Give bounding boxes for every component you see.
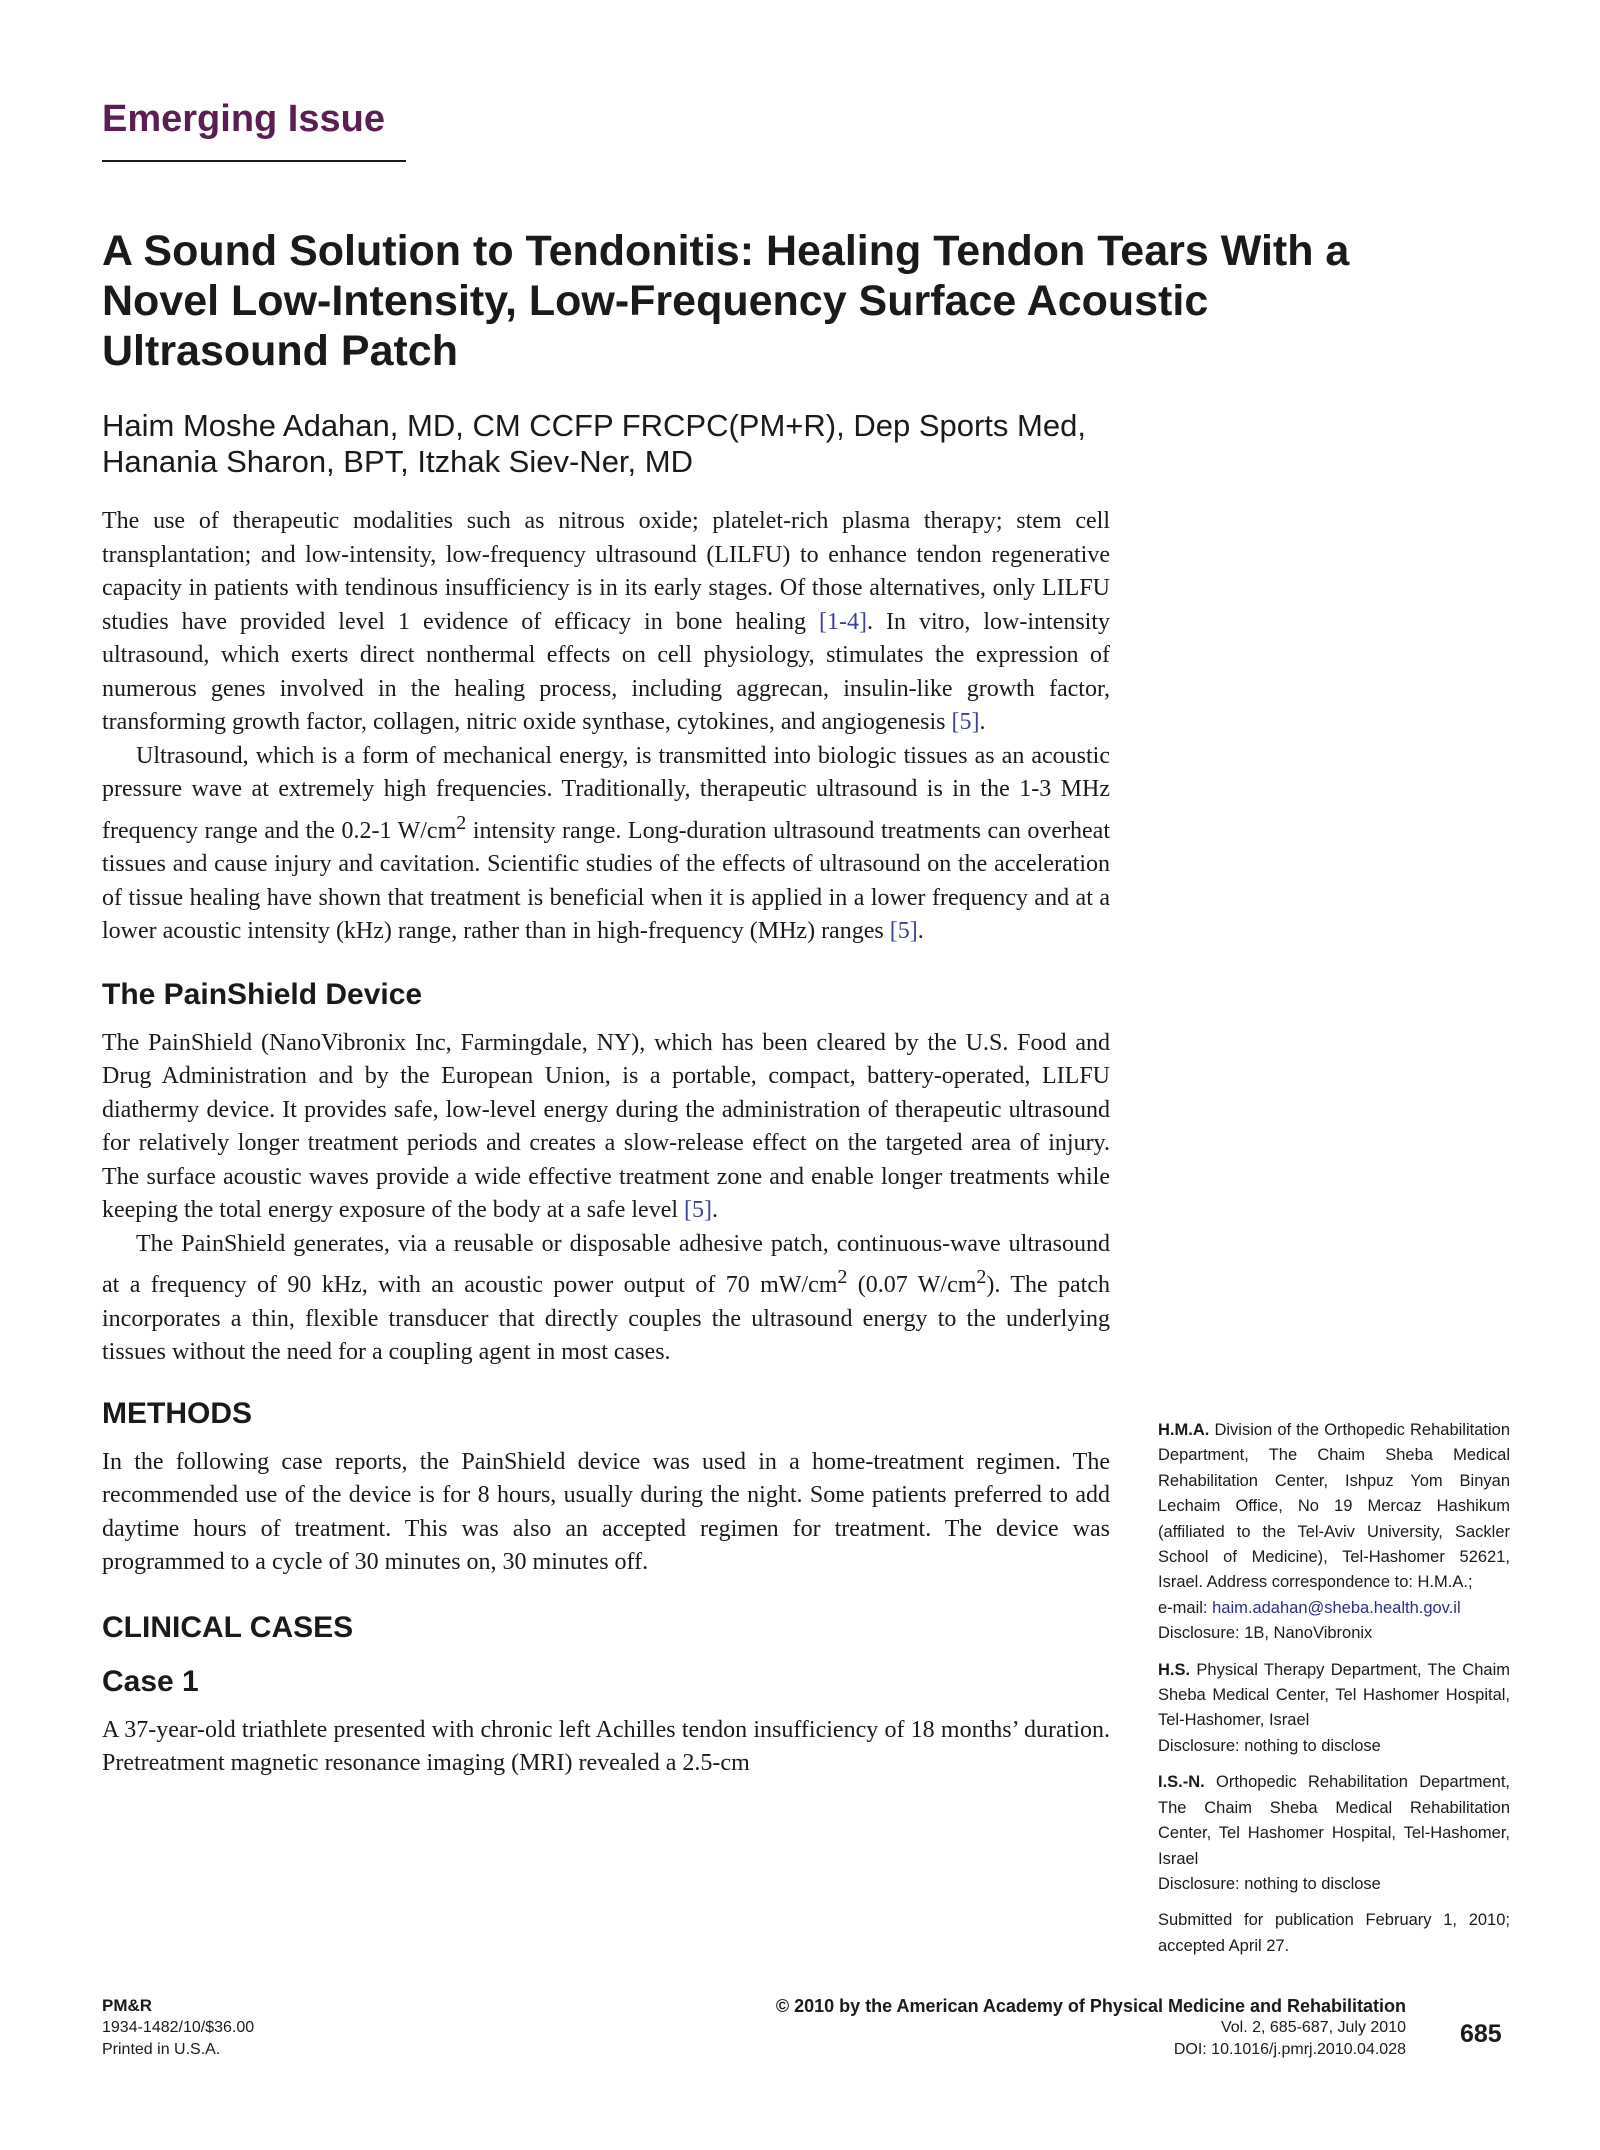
disclosure: Disclosure: nothing to disclose [1158, 1874, 1381, 1893]
paragraph-intro: The use of therapeutic modalities such as nitrous oxide; platelet-rich plasma therapy; stem cell transplantation; and low-intensity, low-frequency ultrasound (LILFU) to enhance tendon regenerative capacity in patients with tendinous insufficiency is in its early stages. Of those alternatives, only LILFU studies have provided level 1 evidence of efficacy in bone healing [1-4]. In vitro, low-intensity ultrasound, which exerts direct nonthermal effects on cell physiology, stimulates the expression of numerous genes involved in the healing process, including aggrecan, insulin-like growth factor, transforming growth factor, collagen, nitric oxide synthase, cytokines, and angiogenesis [5]. [102, 508, 1111, 735]
paragraph-device: The PainShield (NanoVibronix Inc, Farmingdale, NY), which has been cleared by the U.S. Food and Drug Administration and by the European Union, is a portable, compact, battery-operated, LILFU diathermy device. It provides safe, low-level energy during the administration of therapeutic ultrasound for relatively longer treatment periods and creates a slow-release effect on the targeted area of injury. The surface acoustic waves provide a wide effective treatment zone and enable longer treatments while keeping the total energy exposure of the body at a safe level [5]. [102, 1029, 1110, 1223]
affiliation-isn: I.S.-N. Orthopedic Rehabilitation Department, The Chaim Sheba Medical Rehabilitation Center, Tel Hashomer Hospital, Tel-Hashomer, Israel Disclosure: nothing to disclose [1158, 1770, 1510, 1897]
citation-link[interactable]: [5] [684, 1197, 712, 1223]
page-number: 685 [1460, 2020, 1502, 2048]
affiliation-tag: H.M.A. [1158, 1421, 1210, 1439]
volume-info: Vol. 2, 685-687, July 2010 [1220, 2019, 1406, 2036]
section-rule [102, 160, 406, 162]
author-line-1: Haim Moshe Adahan, MD, CM CCFP FRCPC(PM+R), Dep Sports Med, [102, 408, 1086, 443]
author-affiliations [1158, 1418, 1510, 1970]
disclosure: Disclosure: 1B, NanoVibronix [1158, 1624, 1373, 1643]
footer-journal-info [102, 1995, 254, 2061]
printed-in: Printed in U.S.A. [102, 2041, 221, 2058]
heading-methods: METHODS [102, 1396, 252, 1430]
footer-publication-info [776, 1995, 1406, 2061]
heading-painshield-device: The PainShield Device [102, 977, 423, 1011]
email-link[interactable]: haim.adahan@sheba.health.gov.il [1212, 1598, 1461, 1617]
issn: 1934-1482/10/$36.00 [102, 2019, 255, 2036]
copyright: © 2010 by the American Academy of Physical Medicine and Rehabilitation [775, 1996, 1406, 2016]
heading-clinical-cases: CLINICAL CASES [102, 1610, 354, 1644]
citation-link[interactable]: [1-4] [819, 608, 868, 635]
article-title: A Sound Solution to Tendonitis: Healing Tendon Tears With a Novel Low-Intensity, Low-Frequency Surface Acoustic Ultrasound Patch [102, 227, 1350, 375]
paragraph-methods: In the following case reports, the PainShield device was used in a home-treatment regimen. The recommended use of the device is for 8 hours, usually during the night. Some patients preferred to add daytime hours of treatment. This was also an accepted regimen for treatment. The device was programmed to a cycle of 30 minutes on, 30 minutes off. [102, 1448, 1110, 1575]
main-column [102, 505, 1110, 1781]
doi: DOI: 10.1016/j.pmrj.2010.04.028 [1173, 2041, 1406, 2058]
affiliation-hma: H.M.A. Division of the Orthopedic Rehabilitation Department, The Chaim Sheba Medical Rehabilitation Center, Ishpuz Yom Binyan Lechaim Office, No 19 Mercaz Hashikum (affiliated to the Tel-Aviv University, Sackler School of Medicine), Tel-Hashomer 52621, Israel. Address correspondence to: H.M.A.; e-mail: haim.adahan@sheba.health.gov.il Disclosure: 1B, NanoVibronix [1158, 1418, 1510, 1647]
affiliation-tag: I.S.-N. [1158, 1773, 1205, 1792]
citation-link[interactable]: [5] [951, 709, 980, 735]
affiliation-hs: H.S. Physical Therapy Department, The Chaim Sheba Medical Center, Tel Hashomer Hospital, Tel-Hashomer, Israel Disclosure: nothing to disclose [1158, 1658, 1510, 1760]
author-list [102, 408, 1262, 480]
section-label: Emerging Issue [102, 98, 385, 140]
journal-name: PM&R [102, 1996, 153, 2015]
affiliation-tag: H.S. [1158, 1660, 1191, 1679]
disclosure: Disclosure: nothing to disclose [1158, 1736, 1381, 1755]
paragraph-ultrasound: Ultrasound, which is a form of mechanical energy, is transmitted into biologic tissues as an acoustic pressure wave at extremely high frequencies. Traditionally, therapeutic ultrasound is in the 1-3 MHz frequency range and the 0.2-1 $W/cm^2$ intensity range. Long-duration ultrasound treatments can overheat tissues and cause injury and cavitation. Scientific studies of the effects of ultrasound on the acceleration of tissue healing have shown that treatment is beneficial when it is applied in a lower frequency and at a lower acoustic intensity (kHz) range, rather than in high-frequency (MHz) ranges [5]. [102, 742, 1111, 944]
paragraph-patch: The PainShield generates, via a reusable or disposable adhesive patch, continuous-wave ultrasound at a frequency of 90 kHz, with an acoustic power output of 70 $mW/cm^2$ (0.07 $W/cm^2$). The patch incorporates a thin, flexible transducer that directly couples the ultrasound energy to the underlying tissues without the need for a coupling agent in most cases. [102, 1230, 1110, 1365]
heading-case-1: Case 1 [102, 1664, 199, 1698]
author-line-2: Hanania Sharon, BPT, Itzhak Siev-Ner, MD [102, 444, 693, 479]
submission-dates: Submitted for publication February 1, 2010; accepted April 27. [1158, 1911, 1510, 1955]
citation-link[interactable]: [5] [889, 918, 918, 944]
paragraph-case-1: A 37-year-old triathlete presented with chronic left Achilles tendon insufficiency of 18 months’ duration. Pretreatment magnetic resonance imaging (MRI) revealed a 2.5-cm [102, 1716, 1110, 1776]
